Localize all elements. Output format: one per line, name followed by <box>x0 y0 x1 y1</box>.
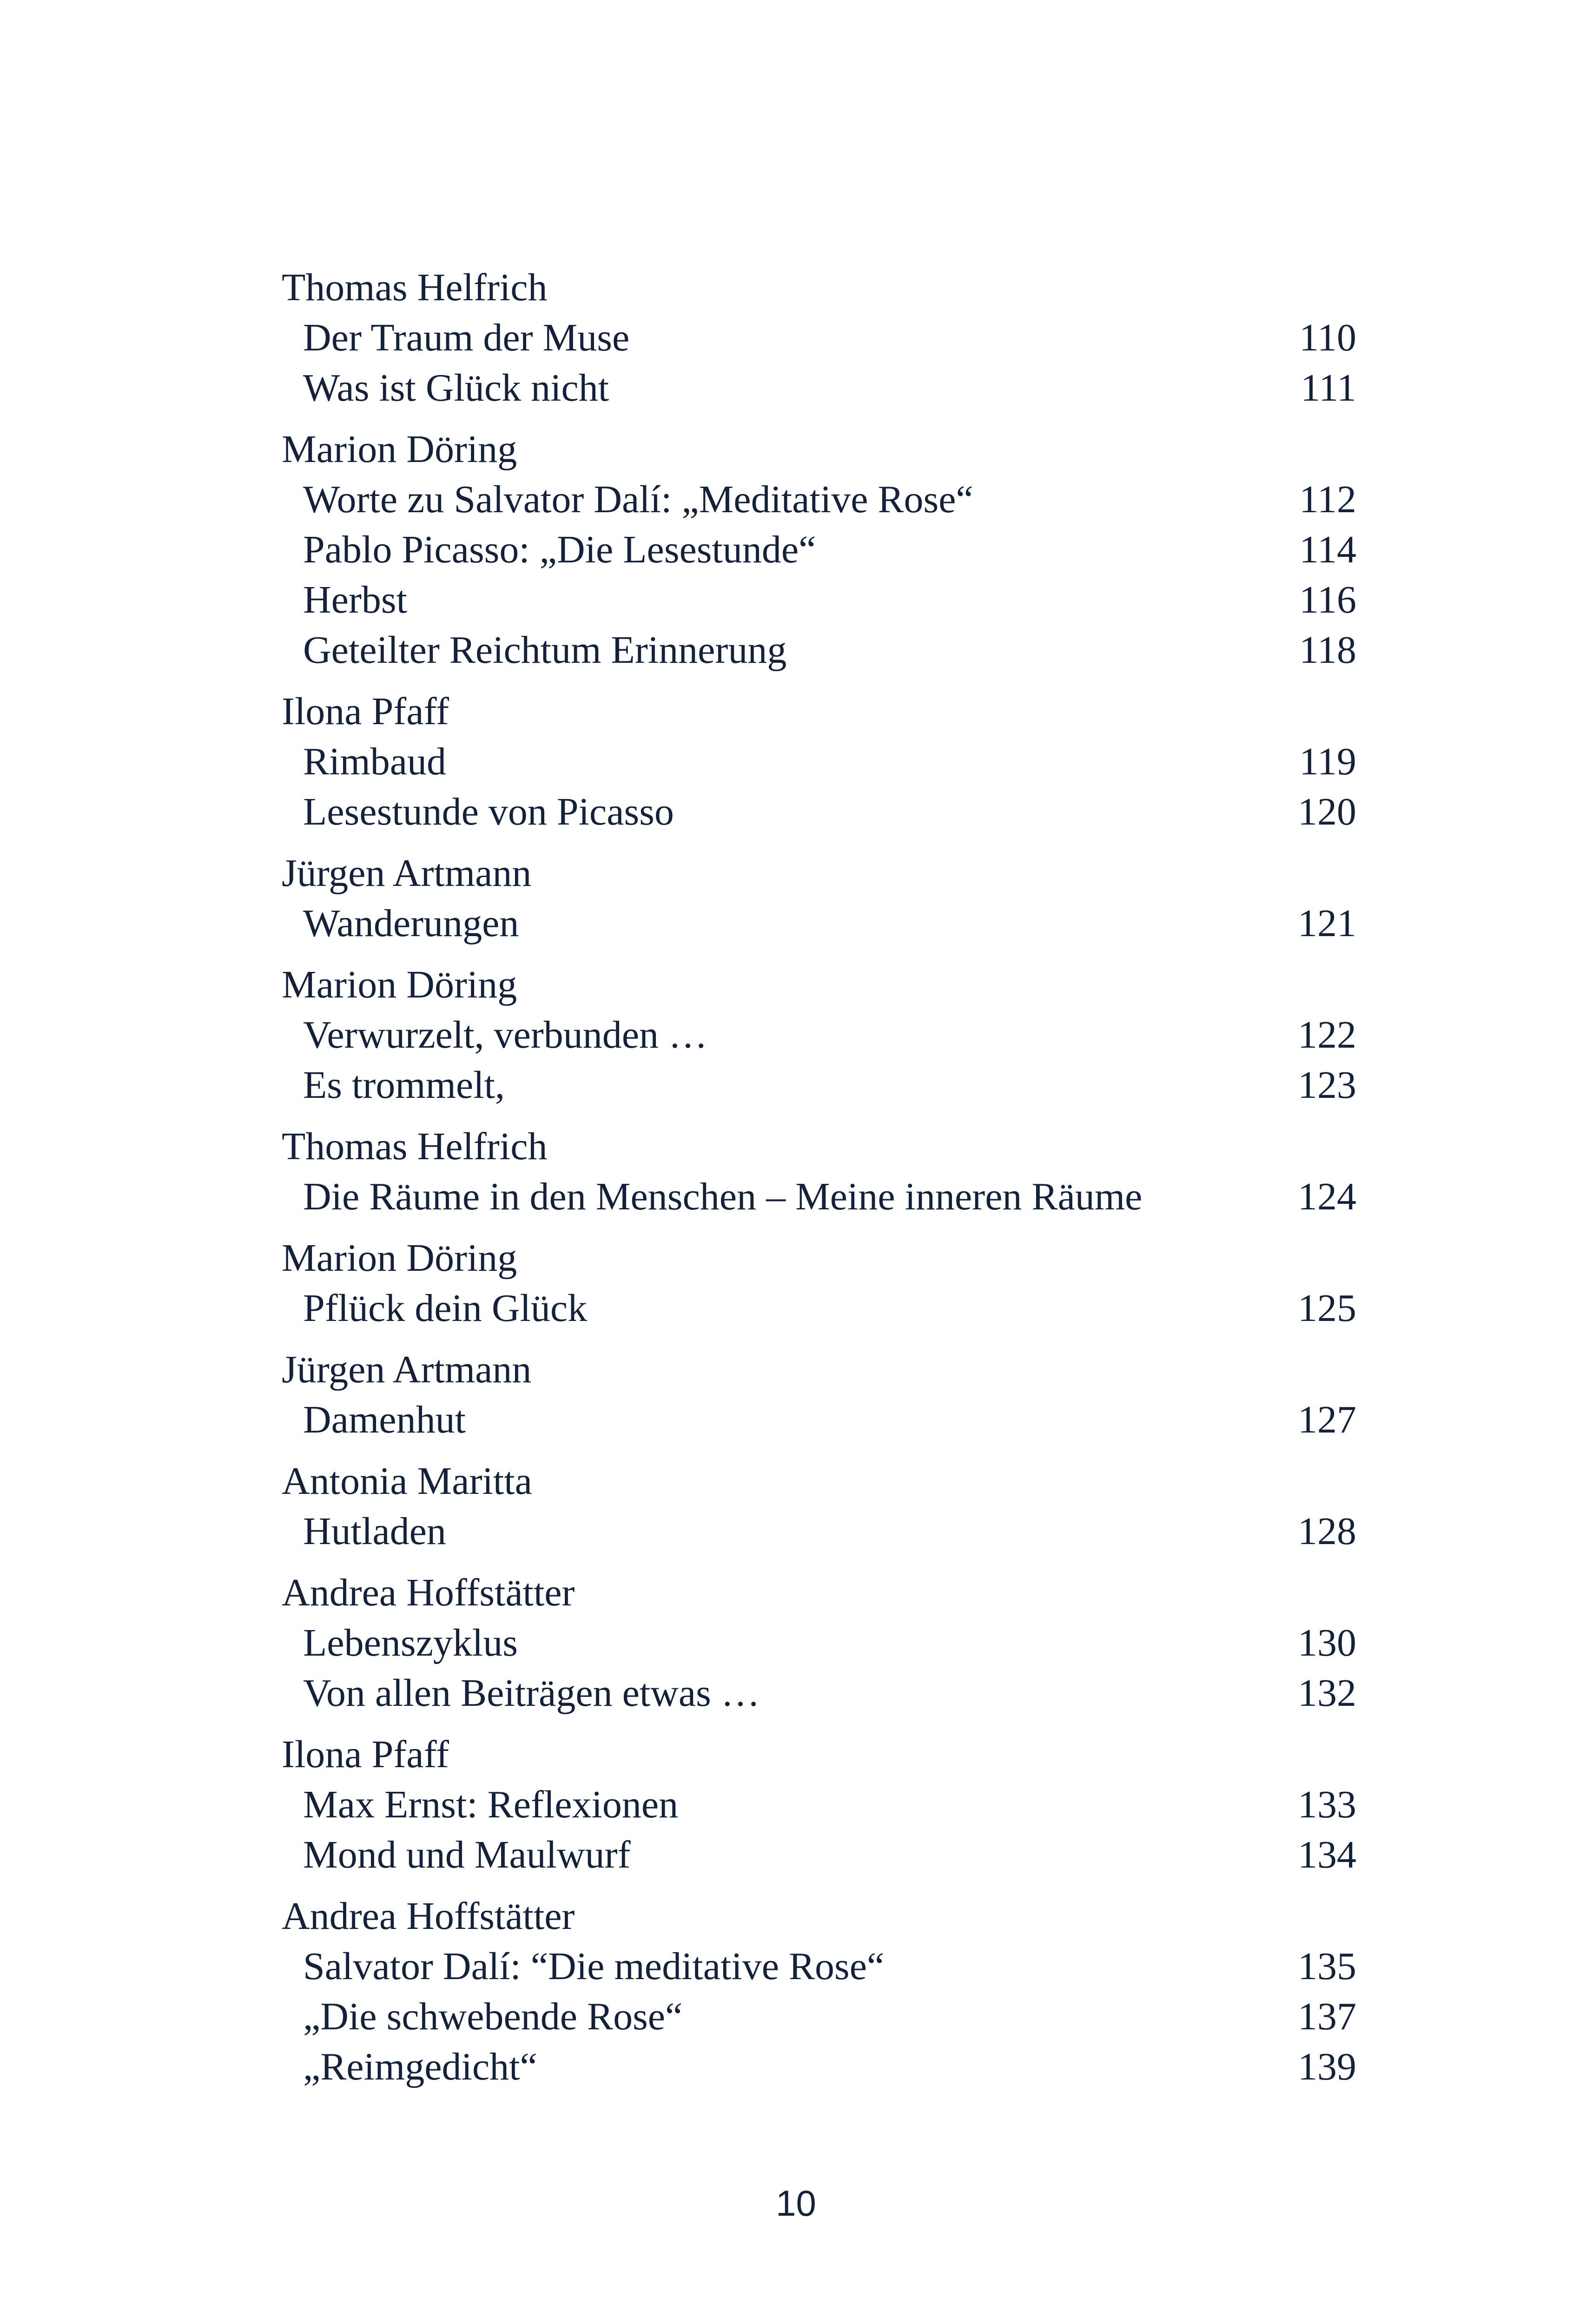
entry-page-number: 133 <box>1298 1783 1356 1826</box>
author-name: Ilona Pfaff <box>282 1733 449 1776</box>
entry-page-number: 121 <box>1298 902 1356 945</box>
author-name: Marion Döring <box>282 1236 517 1280</box>
entry-title: Mond und Maulwurf <box>303 1833 631 1876</box>
entry-title: Was ist Glück nicht <box>303 366 609 409</box>
toc-entry <box>282 1395 1356 1445</box>
entry-page-number: 110 <box>1299 316 1356 359</box>
entry-title: Pflück dein Glück <box>303 1287 588 1330</box>
toc-author-group <box>282 1345 1356 1445</box>
entry-title: Geteilter Reichtum Erinnerung <box>303 628 787 672</box>
toc-entry <box>282 363 1356 413</box>
entry-page-number: 111 <box>1301 366 1356 409</box>
author-name: Thomas Helfrich <box>282 266 548 309</box>
toc-entry <box>282 1506 1356 1557</box>
entry-page-number: 114 <box>1299 528 1356 571</box>
toc-entry <box>282 525 1356 575</box>
entry-page-number: 116 <box>1299 578 1356 621</box>
entry-page-number: 137 <box>1298 1995 1356 2038</box>
toc-entry <box>282 1941 1356 1992</box>
entry-title: Worte zu Salvator Dalí: „Meditative Rose“ <box>303 478 973 521</box>
entry-page-number: 112 <box>1299 478 1356 521</box>
table-of-contents <box>282 263 1356 2103</box>
toc-entry <box>282 737 1356 787</box>
toc-entry <box>282 575 1356 625</box>
toc-entry <box>282 475 1356 525</box>
entry-page-number: 124 <box>1298 1175 1356 1218</box>
toc-entry <box>282 313 1356 363</box>
entry-title: Verwurzelt, verbunden … <box>303 1013 708 1056</box>
entry-title: Salvator Dalí: “Die meditative Rose“ <box>303 1945 885 1988</box>
entry-page-number: 123 <box>1298 1063 1356 1107</box>
author-name: Antonia Maritta <box>282 1459 532 1503</box>
entry-page-number: 120 <box>1298 790 1356 833</box>
entry-page-number: 122 <box>1298 1013 1356 1056</box>
toc-author-group <box>282 1568 1356 1718</box>
entry-title: Herbst <box>303 578 407 621</box>
entry-page-number: 128 <box>1298 1510 1356 1553</box>
toc-entry <box>282 1668 1356 1718</box>
toc-entry <box>282 1060 1356 1110</box>
entry-page-number: 127 <box>1298 1398 1356 1441</box>
page-number: 10 <box>776 2183 816 2224</box>
entry-title: Max Ernst: Reflexionen <box>303 1783 679 1826</box>
toc-entry <box>282 1992 1356 2042</box>
author-name: Thomas Helfrich <box>282 1125 548 1168</box>
toc-entry <box>282 1010 1356 1060</box>
entry-page-number: 119 <box>1299 740 1356 783</box>
entry-title: Rimbaud <box>303 740 446 783</box>
toc-entry <box>282 787 1356 837</box>
toc-author-group <box>282 1891 1356 2092</box>
author-name: Andrea Hoffstätter <box>282 1895 575 1938</box>
author-name: Andrea Hoffstätter <box>282 1571 575 1614</box>
entry-title: Wanderungen <box>303 902 519 945</box>
entry-page-number: 135 <box>1298 1945 1356 1988</box>
author-name: Jürgen Artmann <box>282 852 532 895</box>
toc-author-group <box>282 424 1356 675</box>
entry-page-number: 130 <box>1298 1621 1356 1664</box>
toc-entry <box>282 1618 1356 1668</box>
entry-page-number: 125 <box>1298 1287 1356 1330</box>
toc-author-group <box>282 1456 1356 1557</box>
entry-title: Pablo Picasso: „Die Lesestunde“ <box>303 528 816 571</box>
toc-author-group <box>282 960 1356 1110</box>
author-name: Ilona Pfaff <box>282 690 449 733</box>
toc-author-group <box>282 687 1356 837</box>
toc-entry <box>282 625 1356 675</box>
entry-title: Damenhut <box>303 1398 466 1441</box>
entry-page-number: 139 <box>1298 2045 1356 2088</box>
entry-page-number: 118 <box>1299 628 1356 672</box>
toc-entry <box>282 1283 1356 1334</box>
toc-author-group <box>282 1122 1356 1222</box>
entry-title: Lesestunde von Picasso <box>303 790 674 833</box>
entry-page-number: 132 <box>1298 1671 1356 1715</box>
author-name: Jürgen Artmann <box>282 1348 532 1391</box>
toc-author-group <box>282 848 1356 949</box>
toc-author-group <box>282 1730 1356 1880</box>
entry-title: Der Traum der Muse <box>303 316 630 359</box>
entry-title: Lebenszyklus <box>303 1621 518 1664</box>
entry-title: „Reimgedicht“ <box>303 2045 537 2088</box>
author-name: Marion Döring <box>282 963 517 1006</box>
toc-entry <box>282 2042 1356 2092</box>
toc-entry <box>282 1780 1356 1830</box>
toc-entry <box>282 898 1356 949</box>
entry-title: Es trommelt, <box>303 1063 505 1107</box>
toc-author-group <box>282 1233 1356 1334</box>
entry-title: „Die schwebende Rose“ <box>303 1995 683 2038</box>
entry-page-number: 134 <box>1298 1833 1356 1876</box>
toc-entry <box>282 1830 1356 1880</box>
entry-title: Von allen Beiträgen etwas … <box>303 1671 760 1715</box>
entry-title: Hutladen <box>303 1510 446 1553</box>
author-name: Marion Döring <box>282 428 517 471</box>
toc-author-group <box>282 263 1356 413</box>
entry-title: Die Räume in den Menschen – Meine inneren Räume <box>303 1175 1143 1218</box>
toc-entry <box>282 1172 1356 1222</box>
